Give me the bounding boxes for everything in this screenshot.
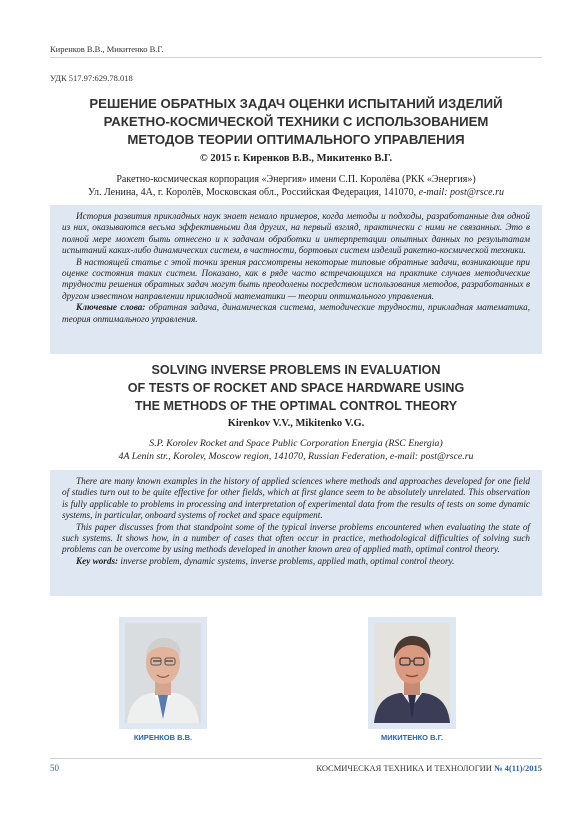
keywords-en bbox=[62, 556, 530, 567]
affiliation-en-line1: S.P. Korolev Rocket and Space Public Corporation Energia (RSC Energia) bbox=[149, 438, 443, 449]
title-en-line: SOLVING INVERSE PROBLEMS IN EVALUATION bbox=[151, 363, 441, 377]
abstract-en-paragraph: This paper discusses from that standpoint some of the typical inverse problems encountered when evaluating the state of such systems. It shows how, in a number of cases that often occur in practice, methodological difficulties of solving such problems can be overcome by using methods developed in another known area of applied math, optimal control theory. bbox=[62, 521, 530, 555]
running-header-authors: Киренков В.В., Микитенко В.Г. bbox=[50, 44, 164, 54]
abstract-en-paragraph: There are many known examples in the history of applied sciences where methods and approaches developed for one field of studies turn out to be quite effective for other fields, which at first glance seem to be absolutely unrelated. This observation is fully applicable to problems in processing and interpretation of experimental data from the results of tests on some dynamic systems, in particular, onboard systems of rocket and space equipment. bbox=[62, 476, 530, 521]
abstract-ru-paragraph: История развития прикладных наук знает немало примеров, когда методы и подходы, разработанные для одной из них, оказываются весьма эффективными для других, на первый взгляд, практически с ними не связанных. Это в полной мере может быть отнесено и к задачам обработки и интерпретации опытных данных по результатам испытаний каких-либо динамических систем, в частности, бортовых систем изделий ракетно-космической техники. bbox=[62, 211, 530, 256]
email-link[interactable]: post@rsce.ru bbox=[450, 187, 504, 198]
abstract-ru-paragraph: В настоящей статье с этой точки зрения рассмотрены некоторые типовые обратные задачи, возникающие при оценке состояния таких систем. Показано, как в ряде часто встречающихся на практике случаев методические трудности решения обратных задач могут быть преодолены посредством использования методов, разработанных в другом известном направлении прикладной математики — теории оптимального управления. bbox=[62, 256, 530, 301]
affiliation-ru-address: Ул. Ленина, 4А, г. Королёв, Московская обл., Российская Федерация, 141070, bbox=[88, 187, 417, 198]
title-ru-line: МЕТОДОВ ТЕОРИИ ОПТИМАЛЬНОГО УПРАВЛЕНИЯ bbox=[127, 132, 465, 147]
keywords-ru bbox=[62, 302, 530, 325]
journal-issue: № 4(11)/2015 bbox=[494, 763, 542, 773]
keywords-ru-label: Ключевые слова: bbox=[76, 302, 146, 313]
udc-code: УДК 517.97:629.78.018 bbox=[50, 73, 133, 83]
keywords-en-text: inverse problem, dynamic systems, inverse problems, applied math, optimal control theory. bbox=[120, 555, 455, 566]
keywords-en-label: Key words: bbox=[76, 555, 119, 566]
title-ru-line: РЕШЕНИЕ ОБРАТНЫХ ЗАДАЧ ОЦЕНКИ ИСПЫТАНИЙ ИЗДЕЛИЙ bbox=[89, 96, 503, 111]
author-photo-kirenkov bbox=[119, 617, 207, 729]
title-english bbox=[50, 361, 542, 415]
portrait-image bbox=[374, 623, 450, 723]
title-ru-line: РАКЕТНО-КОСМИЧЕСКОЙ ТЕХНИКИ С ИСПОЛЬЗОВАНИЕМ bbox=[103, 114, 489, 129]
abstract-russian bbox=[50, 205, 542, 354]
portrait-mikitenko-icon bbox=[374, 623, 450, 723]
page-number: 50 bbox=[50, 763, 59, 773]
portrait-kirenkov-icon bbox=[125, 623, 201, 723]
abstract-english bbox=[50, 470, 542, 596]
affiliation-ru-line2 bbox=[50, 186, 542, 199]
affiliation-en-line2: 4A Lenin str., Korolev, Moscow region, 141070, Russian Federation, e-mail: post@rsce.ru bbox=[118, 451, 474, 462]
title-russian bbox=[50, 95, 542, 149]
photo-caption-mikitenko: МИКИТЕНКО В.Г. bbox=[381, 733, 443, 742]
journal-footer bbox=[316, 763, 542, 773]
portrait-image bbox=[125, 623, 201, 723]
journal-name: КОСМИЧЕСКАЯ ТЕХНИКА И ТЕХНОЛОГИИ bbox=[316, 763, 492, 773]
author-photo-mikitenko bbox=[368, 617, 456, 729]
title-en-line: OF TESTS OF ROCKET AND SPACE HARDWARE USING bbox=[127, 381, 465, 395]
affiliation-english bbox=[50, 437, 542, 463]
photo-caption-kirenkov: КИРЕНКОВ В.В. bbox=[133, 733, 193, 742]
email-label: e-mail: bbox=[418, 187, 448, 198]
keywords-ru-text: обратная задача, динамическая система, методические трудности, прикладная математика, теория оптимального управления. bbox=[62, 302, 530, 324]
footer-divider bbox=[50, 758, 542, 759]
affiliation-ru-line1: Ракетно-космическая корпорация «Энергия» имени С.П. Королёва (РКК «Энергия») bbox=[116, 174, 476, 185]
authors-english: Kirenkov V.V., Mikitenko V.G. bbox=[227, 418, 365, 429]
title-en-line: THE METHODS OF THE OPTIMAL CONTROL THEORY bbox=[134, 399, 458, 413]
copyright-line: © 2015 г. Киренков В.В., Микитенко В.Г. bbox=[199, 153, 393, 164]
affiliation-russian bbox=[50, 173, 542, 199]
header-divider bbox=[50, 57, 542, 58]
